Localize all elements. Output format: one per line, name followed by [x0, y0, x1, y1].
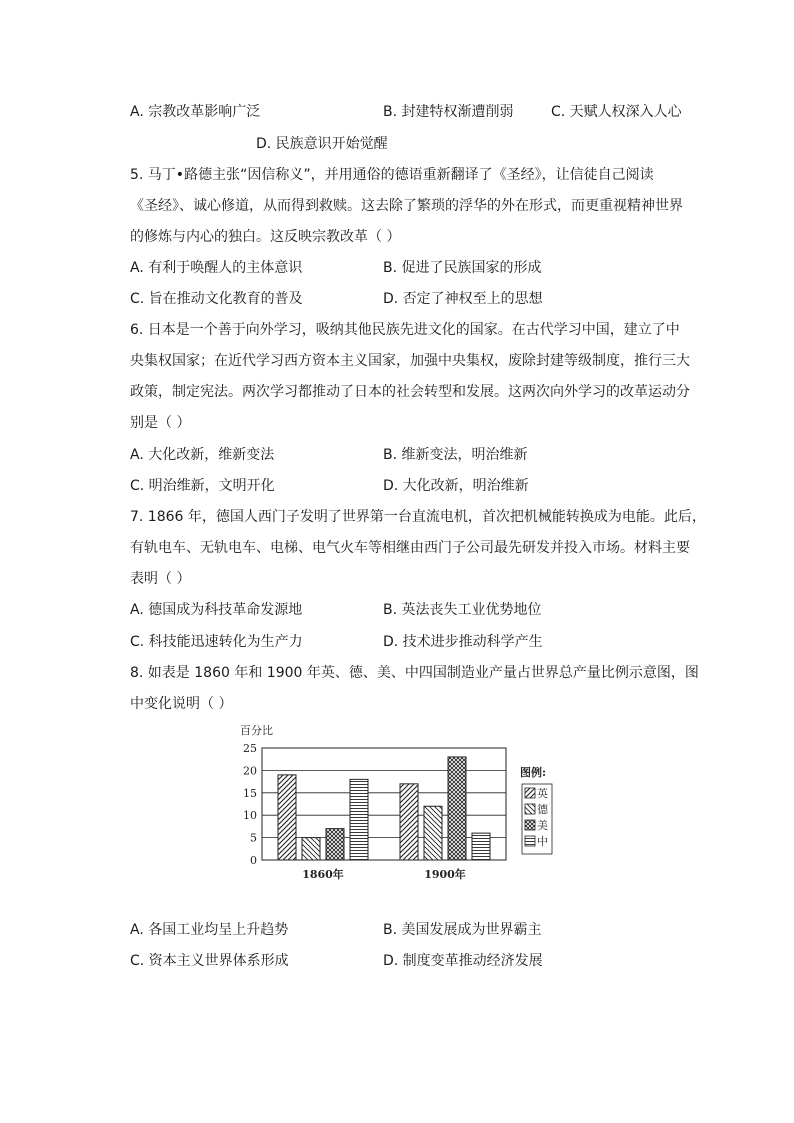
chart-bar-德-1900年: [424, 806, 442, 860]
chart-bar-英-1860年: [278, 775, 296, 860]
chart-bar-美-1860年: [326, 829, 344, 860]
chart-ylabel: 百分比: [240, 724, 273, 737]
q8-stem-line-2: 中变化说明（ ）: [130, 696, 233, 712]
chart-ytick-label: 15: [243, 786, 257, 800]
q5-option-d[interactable]: D. 否定了神权至上的思想: [383, 291, 543, 307]
q7-option-c[interactable]: C. 科技能迅速转化为生产力: [130, 634, 303, 650]
chart-legend-label-中: 中: [537, 835, 548, 848]
chart-bar-德-1860年: [302, 838, 320, 860]
q5-option-b[interactable]: B. 促进了民族国家的形成: [383, 260, 542, 276]
q4-option-a[interactable]: A. 宗教改革影响广泛: [130, 104, 261, 120]
chart-legend-swatch-美: [525, 820, 535, 830]
q6-stem-line-3: 政策，制定宪法。两次学习都推动了日本的社会转型和发展。这两次向外学习的改革运动分: [130, 384, 690, 400]
q6-option-d[interactable]: D. 大化改新，明治维新: [383, 478, 529, 494]
q6-stem-line-1: 6. 日本是一个善于向外学习，吸纳其他民族先进文化的国家。在古代学习中国，建立了中: [130, 322, 680, 338]
q8-stem-line-1: 8. 如表是 1860 年和 1900 年英、德、美、中四国制造业产量占世界总产量比例示意图，图: [130, 665, 699, 681]
q7-option-a[interactable]: A. 德国成为科技革命发源地: [130, 602, 303, 618]
q6-option-c[interactable]: C. 明治维新，文明开化: [130, 478, 275, 494]
q4-option-d[interactable]: D. 民族意识开始觉醒: [256, 136, 388, 152]
chart-legend-swatch-德: [525, 804, 535, 814]
chart-ytick-label: 25: [243, 742, 257, 755]
q7-option-d[interactable]: D. 技术进步推动科学产生: [383, 634, 543, 650]
q7-stem-line-2: 有轨电车、无轨电车、电梯、电气火车等相继由西门子公司最先研发并投入市场。材料主要: [130, 540, 690, 556]
q8-option-a[interactable]: A. 各国工业均呈上升趋势: [130, 922, 289, 938]
chart-legend-label-英: 英: [537, 787, 548, 800]
q5-stem-line-2: 《圣经》、诚心修道，从而得到救赎。这去除了繁琐的浮华的外在形式，而更重视精神世界: [130, 198, 683, 214]
q8-option-b[interactable]: B. 美国发展成为世界霸主: [383, 922, 542, 938]
manufacturing-share-chart: [228, 720, 568, 890]
chart-bar-中-1900年: [472, 833, 490, 860]
q8-option-c[interactable]: C. 资本主义世界体系形成: [130, 953, 289, 969]
chart-legend-label-德: 德: [537, 803, 548, 816]
chart-xtick-label: 1900年: [424, 868, 466, 881]
q5-stem-line-1: 5. 马丁•路德主张“因信称义”，并用通俗的德语重新翻译了《圣经》，让信徒自己阅读: [130, 167, 654, 183]
chart-bar-英-1900年: [400, 784, 418, 860]
chart-legend-swatch-英: [525, 788, 535, 798]
q5-option-c[interactable]: C. 旨在推动文化教育的普及: [130, 291, 303, 307]
chart-legend-label-美: 美: [537, 819, 548, 832]
q6-option-a[interactable]: A. 大化改新，维新变法: [130, 447, 275, 463]
chart-plot-frame: [262, 748, 506, 860]
q7-stem-line-3: 表明（ ）: [130, 571, 191, 587]
q7-option-b[interactable]: B. 英法丧失工业优势地位: [383, 602, 542, 618]
q4-option-c[interactable]: C. 天赋人权深入人心: [551, 104, 682, 120]
chart-legend-swatch-中: [525, 836, 535, 846]
q6-stem-line-4: 别是（ ）: [130, 415, 191, 431]
q5-stem-line-3: 的修炼与内心的独白。这反映宗教改革（ ）: [130, 229, 401, 245]
chart-ytick-label: 5: [250, 831, 257, 845]
chart-legend-title: 图例:: [520, 766, 547, 779]
chart-ytick-label: 20: [243, 764, 257, 778]
chart-ytick-label: 10: [243, 809, 257, 823]
chart-xtick-label: 1860年: [302, 868, 344, 881]
q7-stem-line-1: 7. 1866 年，德国人西门子发明了世界第一台直流电机，首次把机械能转换成为电能。此后，: [130, 509, 706, 525]
q4-option-b[interactable]: B. 封建特权渐遭削弱: [383, 104, 514, 120]
chart-bar-中-1860年: [350, 779, 368, 860]
chart-ytick-label: 0: [250, 854, 257, 867]
q8-option-d[interactable]: D. 制度变革推动经济发展: [383, 953, 543, 969]
chart-bar-美-1900年: [448, 757, 466, 860]
q6-option-b[interactable]: B. 维新变法，明治维新: [383, 447, 528, 463]
q6-stem-line-2: 央集权国家；在近代学习西方资本主义国家，加强中央集权，废除封建等级制度，推行三大: [130, 353, 690, 369]
q5-option-a[interactable]: A. 有利于唤醒人的主体意识: [130, 260, 303, 276]
